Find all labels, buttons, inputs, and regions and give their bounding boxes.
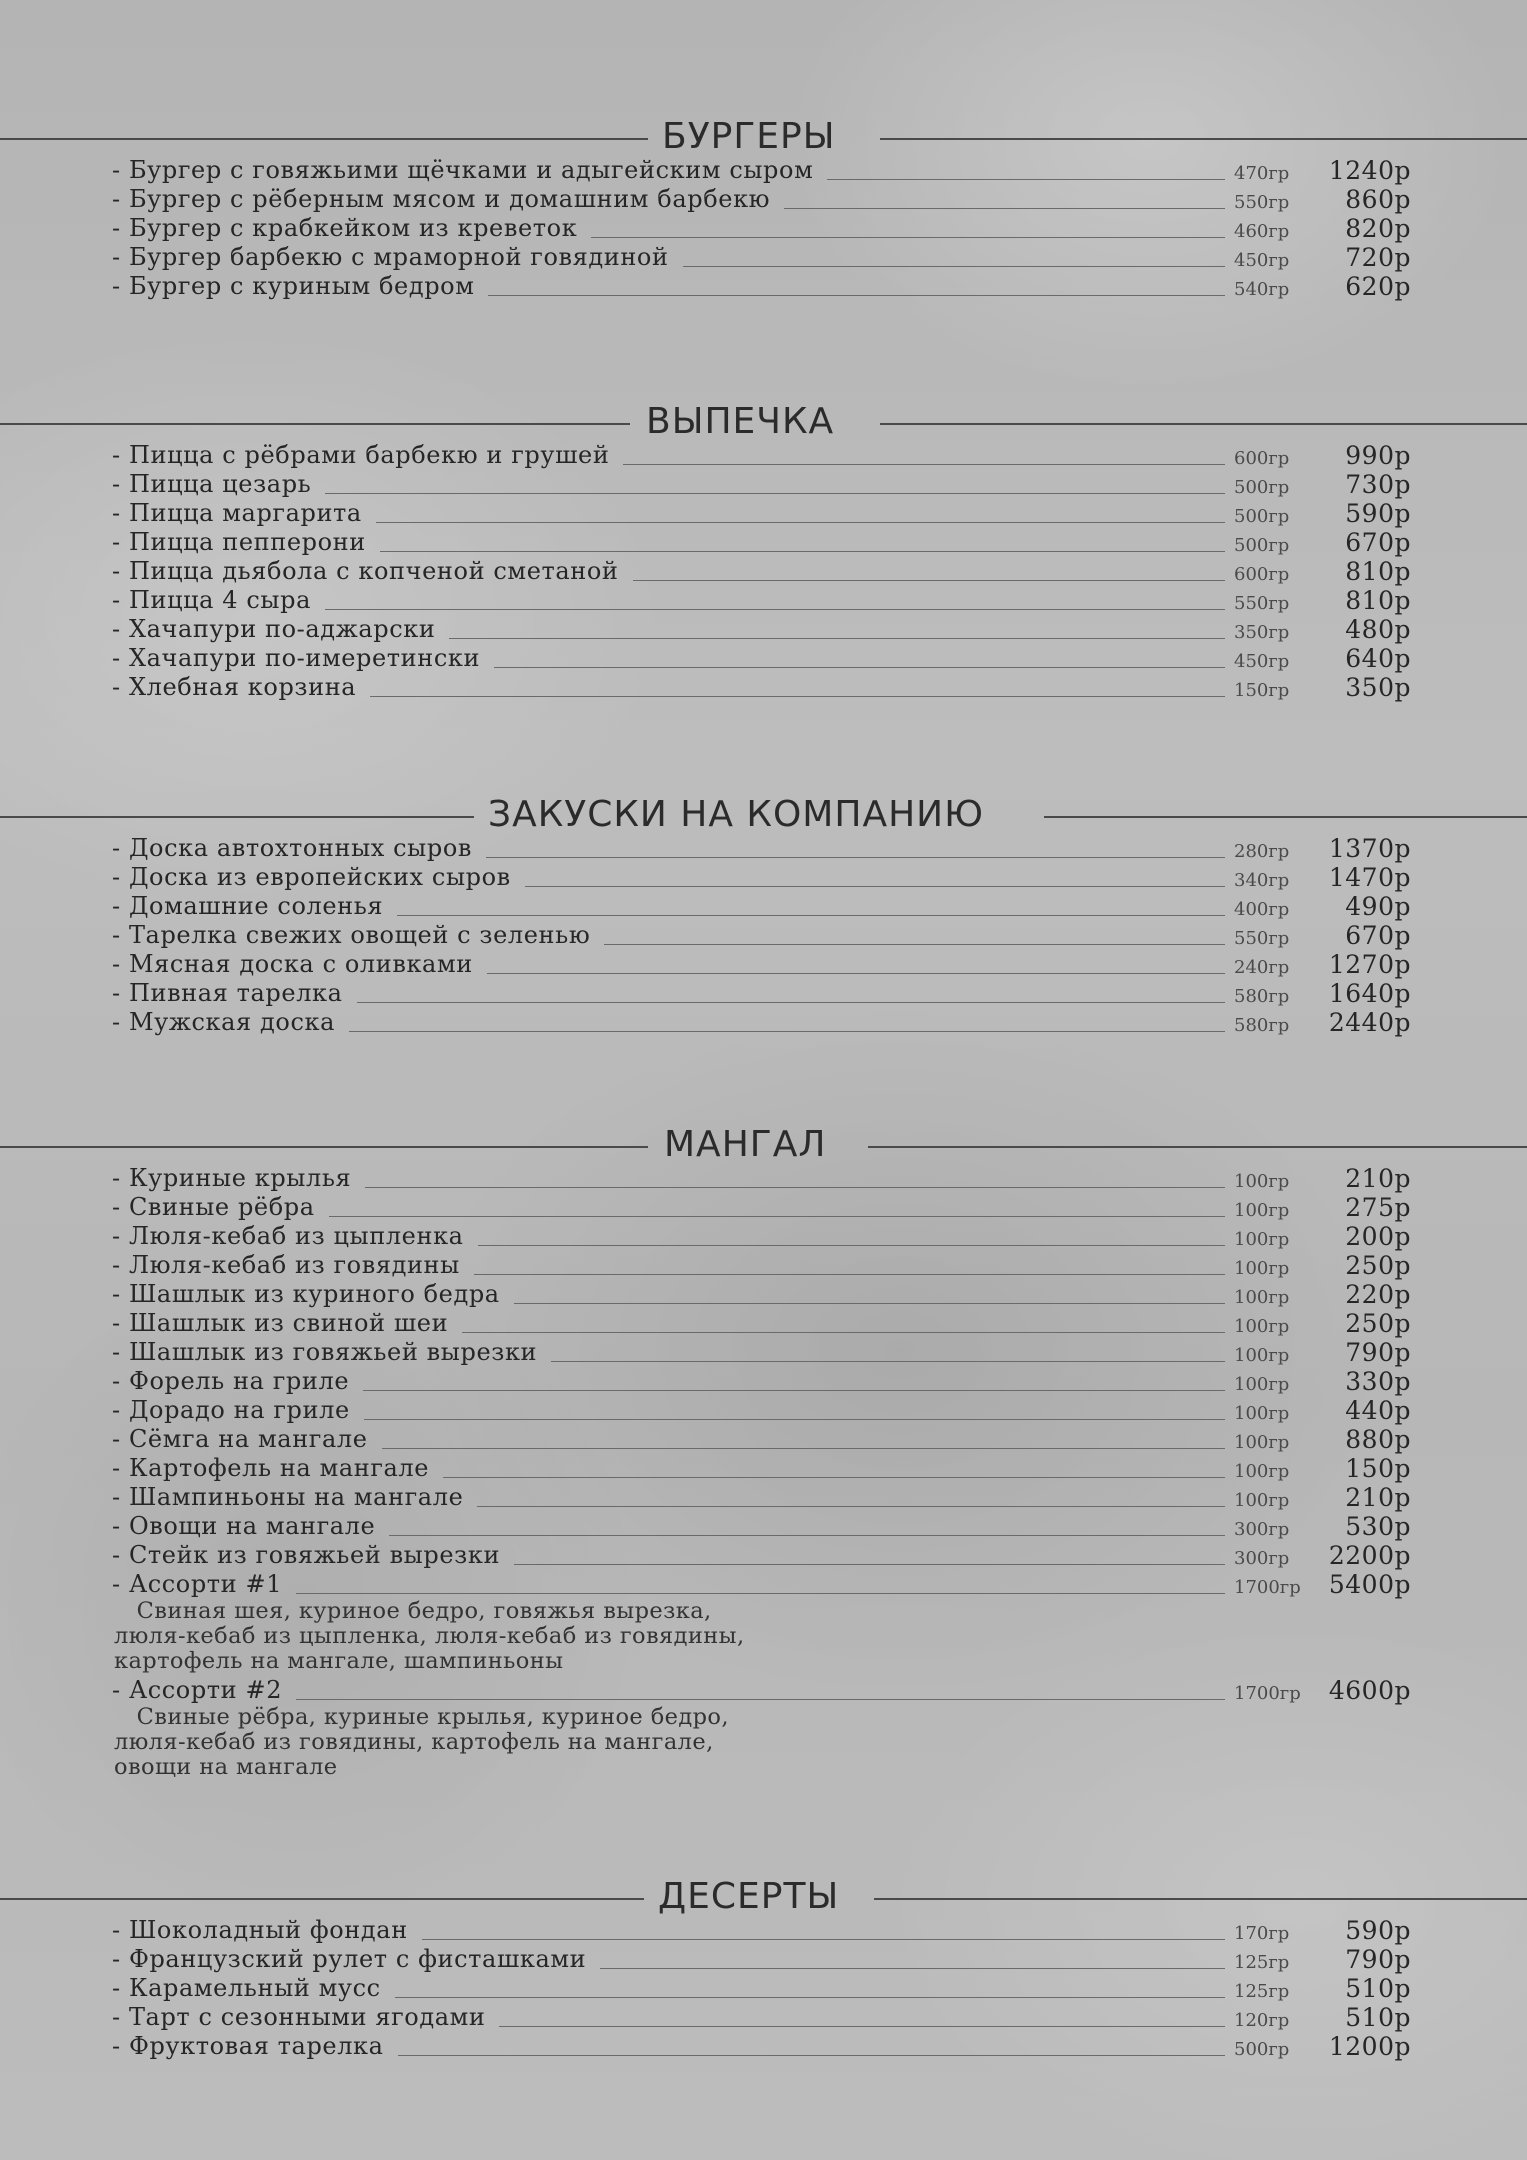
item-weight: 600гр <box>1234 564 1290 585</box>
item-price: 1200р <box>1328 2032 1411 2061</box>
item-weight: 470гр <box>1234 163 1290 184</box>
menu-item <box>0 979 1527 1008</box>
item-price: 670р <box>1345 528 1411 557</box>
dotted-leader <box>487 973 1225 974</box>
header-rule-left <box>0 1898 644 1900</box>
item-price: 5400р <box>1328 1570 1411 1599</box>
header-rule-right <box>1044 816 1527 818</box>
item-price: 210р <box>1345 1483 1411 1512</box>
header-rule-right <box>880 138 1527 140</box>
item-list <box>0 441 1527 702</box>
item-weight: 580гр <box>1234 1015 1290 1036</box>
item-weight: 280гр <box>1234 841 1290 862</box>
item-price: 880р <box>1345 1425 1411 1454</box>
item-price: 2200р <box>1328 1541 1411 1570</box>
item-name: - Пивная тарелка <box>112 979 343 1007</box>
item-name: - Пицца пепперони <box>112 528 366 556</box>
menu-item <box>0 1367 1527 1396</box>
dotted-leader <box>827 179 1225 180</box>
item-weight: 300гр <box>1234 1519 1290 1540</box>
section-title: ДЕСЕРТЫ <box>658 1876 840 1917</box>
item-name: - Шашлык из говяжьей вырезки <box>112 1338 538 1366</box>
dotted-leader <box>389 1535 1225 1536</box>
menu-item <box>0 499 1527 528</box>
item-price: 1470р <box>1328 863 1411 892</box>
item-weight: 350гр <box>1234 622 1290 643</box>
item-weight: 550гр <box>1234 928 1290 949</box>
item-price: 620р <box>1345 272 1411 301</box>
item-price: 790р <box>1345 1338 1411 1367</box>
menu-item <box>0 586 1527 615</box>
menu-item <box>0 1280 1527 1309</box>
item-price: 990р <box>1345 441 1411 470</box>
item-weight: 100гр <box>1234 1432 1290 1453</box>
section-header <box>0 112 1527 162</box>
dotted-leader <box>633 580 1225 581</box>
item-name: - Пицца 4 сыра <box>112 586 311 614</box>
menu-item <box>0 1676 1527 1705</box>
section-title: БУРГЕРЫ <box>662 116 836 157</box>
item-name: - Форель на гриле <box>112 1367 350 1395</box>
section-header <box>0 1872 1527 1922</box>
item-weight: 450гр <box>1234 250 1290 271</box>
item-weight: 300гр <box>1234 1548 1290 1569</box>
item-price: 250р <box>1345 1251 1411 1280</box>
menu-item <box>0 615 1527 644</box>
menu-item <box>0 892 1527 921</box>
item-name: - Шоколадный фондан <box>112 1916 408 1944</box>
menu-item <box>0 214 1527 243</box>
item-price: 810р <box>1345 557 1411 586</box>
item-name: - Тарт с сезонными ягодами <box>112 2003 486 2031</box>
item-price: 510р <box>1345 1974 1411 2003</box>
item-name: - Тарелка свежих овощей с зеленью <box>112 921 591 949</box>
item-name: - Фруктовая тарелка <box>112 2032 384 2060</box>
item-price: 1270р <box>1328 950 1411 979</box>
item-weight: 500гр <box>1234 477 1290 498</box>
menu-item <box>0 1974 1527 2003</box>
menu-item <box>0 1570 1527 1599</box>
menu-item <box>0 528 1527 557</box>
item-price: 250р <box>1345 1309 1411 1338</box>
dotted-leader <box>357 1002 1225 1003</box>
item-name: - Бургер барбекю с мраморной говядиной <box>112 243 669 271</box>
item-price: 790р <box>1345 1945 1411 1974</box>
item-price: 440р <box>1345 1396 1411 1425</box>
item-price: 640р <box>1345 644 1411 673</box>
menu-item <box>0 1251 1527 1280</box>
item-price: 490р <box>1345 892 1411 921</box>
item-weight: 100гр <box>1234 1258 1290 1279</box>
dotted-leader <box>329 1216 1225 1217</box>
item-name: - Бургер с рёберным мясом и домашним барбекю <box>112 185 771 213</box>
dotted-leader <box>325 493 1225 494</box>
menu-section-desserts <box>0 1872 1527 2061</box>
menu-item <box>0 470 1527 499</box>
header-rule-left <box>0 816 474 818</box>
item-price: 820р <box>1345 214 1411 243</box>
item-price: 810р <box>1345 586 1411 615</box>
item-weight: 500гр <box>1234 2039 1290 2060</box>
menu-item <box>0 1309 1527 1338</box>
item-name: - Свиные рёбра <box>112 1193 315 1221</box>
item-name: - Ассорти #2 <box>112 1676 283 1704</box>
menu-item <box>0 1222 1527 1251</box>
dotted-leader <box>397 915 1225 916</box>
menu-item <box>0 1425 1527 1454</box>
item-name: - Дорадо на гриле <box>112 1396 350 1424</box>
menu-item <box>0 673 1527 702</box>
item-weight: 600гр <box>1234 448 1290 469</box>
item-weight: 580гр <box>1234 986 1290 1007</box>
menu-item <box>0 1512 1527 1541</box>
dotted-leader <box>551 1361 1225 1362</box>
item-weight: 100гр <box>1234 1345 1290 1366</box>
item-weight: 100гр <box>1234 1316 1290 1337</box>
menu-item <box>0 1008 1527 1037</box>
menu-item <box>0 1916 1527 1945</box>
item-name: - Доска автохтонных сыров <box>112 834 473 862</box>
dotted-leader <box>514 1303 1225 1304</box>
item-name: - Люля-кебаб из цыпленка <box>112 1222 464 1250</box>
item-weight: 500гр <box>1234 535 1290 556</box>
item-price: 730р <box>1345 470 1411 499</box>
item-name: - Картофель на мангале <box>112 1454 430 1482</box>
dotted-leader <box>591 237 1225 238</box>
item-name: - Бургер с говяжьими щёчками и адыгейским сыром <box>112 156 814 184</box>
item-price: 4600р <box>1328 1676 1411 1705</box>
item-weight: 550гр <box>1234 593 1290 614</box>
menu-item <box>0 2032 1527 2061</box>
menu-section-bakery <box>0 397 1527 702</box>
dotted-leader <box>462 1332 1225 1333</box>
menu-item <box>0 1541 1527 1570</box>
item-name: - Мужская доска <box>112 1008 336 1036</box>
menu-item <box>0 1193 1527 1222</box>
item-price: 1240р <box>1328 156 1411 185</box>
item-weight: 450гр <box>1234 651 1290 672</box>
menu-item <box>0 1945 1527 1974</box>
item-name: - Пицца маргарита <box>112 499 362 527</box>
item-weight: 550гр <box>1234 192 1290 213</box>
menu-item <box>0 1338 1527 1367</box>
item-name: - Хлебная корзина <box>112 673 357 701</box>
dotted-leader <box>449 638 1225 639</box>
dotted-leader <box>499 2026 1225 2027</box>
item-weight: 1700гр <box>1234 1683 1301 1704</box>
menu-item <box>0 1164 1527 1193</box>
section-title: ВЫПЕЧКА <box>646 401 835 442</box>
item-price: 350р <box>1345 673 1411 702</box>
item-price: 220р <box>1345 1280 1411 1309</box>
dotted-leader <box>683 266 1225 267</box>
item-weight: 240гр <box>1234 957 1290 978</box>
item-weight: 125гр <box>1234 1952 1290 1973</box>
item-price: 2440р <box>1328 1008 1411 1037</box>
dotted-leader <box>382 1448 1225 1449</box>
menu-item <box>0 1483 1527 1512</box>
item-name: - Куриные крылья <box>112 1164 352 1192</box>
item-price: 200р <box>1345 1222 1411 1251</box>
item-price: 590р <box>1345 1916 1411 1945</box>
item-price: 860р <box>1345 185 1411 214</box>
item-weight: 170гр <box>1234 1923 1290 1944</box>
item-description: Свиные рёбра, куриные крылья, куриное бедро, люля-кебаб из говядины, картофель на мангале, овощи на мангале <box>114 1704 729 1780</box>
item-name: - Доска из европейских сыров <box>112 863 511 891</box>
item-price: 530р <box>1345 1512 1411 1541</box>
item-name: - Пицца с рёбрами барбекю и грушей <box>112 441 610 469</box>
menu-section-starters <box>0 790 1527 1037</box>
item-weight: 100гр <box>1234 1461 1290 1482</box>
header-rule-left <box>0 1146 648 1148</box>
dotted-leader <box>514 1564 1225 1565</box>
item-name: - Домашние соленья <box>112 892 384 920</box>
dotted-leader <box>398 2055 1225 2056</box>
item-weight: 100гр <box>1234 1287 1290 1308</box>
item-price: 1370р <box>1328 834 1411 863</box>
dotted-leader <box>296 1699 1225 1700</box>
item-price: 150р <box>1345 1454 1411 1483</box>
item-name: - Люля-кебаб из говядины <box>112 1251 460 1279</box>
item-price: 210р <box>1345 1164 1411 1193</box>
dotted-leader <box>363 1390 1225 1391</box>
dotted-leader <box>370 696 1225 697</box>
menu-item <box>0 185 1527 214</box>
item-description: Свиная шея, куриное бедро, говяжья вырезка, люля-кебаб из цыпленка, люля-кебаб из говядины, картофель на мангале, шампиньоны <box>114 1598 745 1674</box>
item-weight: 1700гр <box>1234 1577 1301 1598</box>
item-weight: 100гр <box>1234 1403 1290 1424</box>
dotted-leader <box>478 1245 1225 1246</box>
item-weight: 100гр <box>1234 1171 1290 1192</box>
item-weight: 340гр <box>1234 870 1290 891</box>
item-price: 720р <box>1345 243 1411 272</box>
item-weight: 540гр <box>1234 279 1290 300</box>
header-rule-left <box>0 423 630 425</box>
item-price: 590р <box>1345 499 1411 528</box>
item-name: - Пицца цезарь <box>112 470 312 498</box>
item-list <box>0 1916 1527 2061</box>
item-name: - Шашлык из куриного бедра <box>112 1280 500 1308</box>
item-name: - Бургер с крабкейком из креветок <box>112 214 578 242</box>
item-name: - Сёмга на мангале <box>112 1425 368 1453</box>
section-title: ЗАКУСКИ НА КОМПАНИЮ <box>488 794 984 835</box>
item-weight: 100гр <box>1234 1200 1290 1221</box>
item-price: 1640р <box>1328 979 1411 1008</box>
dotted-leader <box>600 1968 1225 1969</box>
item-name: - Бургер с куриным бедром <box>112 272 475 300</box>
menu-section-grill <box>0 1120 1527 1782</box>
dotted-leader <box>494 667 1225 668</box>
dotted-leader <box>349 1031 1225 1032</box>
menu-item <box>0 1454 1527 1483</box>
item-name: - Карамельный мусс <box>112 1974 381 2002</box>
header-rule-right <box>874 1898 1527 1900</box>
menu-item <box>0 272 1527 301</box>
section-header <box>0 790 1527 840</box>
menu-item <box>0 863 1527 892</box>
header-rule-right <box>880 423 1527 425</box>
item-price: 510р <box>1345 2003 1411 2032</box>
item-price: 480р <box>1345 615 1411 644</box>
menu-item <box>0 557 1527 586</box>
menu-section-burgers <box>0 112 1527 301</box>
header-rule-left <box>0 138 648 140</box>
item-name: - Хачапури по-имеретински <box>112 644 481 672</box>
dotted-leader <box>623 464 1225 465</box>
dotted-leader <box>474 1274 1225 1275</box>
item-weight: 120гр <box>1234 2010 1290 2031</box>
dotted-leader <box>296 1593 1225 1594</box>
menu-item <box>0 950 1527 979</box>
item-weight: 100гр <box>1234 1229 1290 1250</box>
item-price: 670р <box>1345 921 1411 950</box>
item-weight: 150гр <box>1234 680 1290 701</box>
item-name: - Шампиньоны на мангале <box>112 1483 464 1511</box>
dotted-leader <box>525 886 1225 887</box>
dotted-leader <box>422 1939 1225 1940</box>
item-name: - Шашлык из свиной шеи <box>112 1309 449 1337</box>
section-header <box>0 1120 1527 1170</box>
menu-item <box>0 243 1527 272</box>
dotted-leader <box>488 295 1225 296</box>
menu-item <box>0 644 1527 673</box>
menu-item <box>0 921 1527 950</box>
dotted-leader <box>365 1187 1225 1188</box>
item-weight: 400гр <box>1234 899 1290 920</box>
dotted-leader <box>604 944 1225 945</box>
dotted-leader <box>486 857 1225 858</box>
menu-item <box>0 834 1527 863</box>
item-price: 275р <box>1345 1193 1411 1222</box>
dotted-leader <box>364 1419 1225 1420</box>
dotted-leader <box>784 208 1225 209</box>
item-weight: 100гр <box>1234 1374 1290 1395</box>
item-weight: 125гр <box>1234 1981 1290 2002</box>
item-name: - Ассорти #1 <box>112 1570 283 1598</box>
section-title: МАНГАЛ <box>664 1124 827 1165</box>
menu-item <box>0 2003 1527 2032</box>
dotted-leader <box>395 1997 1225 1998</box>
item-price: 330р <box>1345 1367 1411 1396</box>
section-header <box>0 397 1527 447</box>
item-weight: 500гр <box>1234 506 1290 527</box>
item-name: - Пицца дьябола с копченой сметаной <box>112 557 619 585</box>
item-name: - Мясная доска с оливками <box>112 950 473 978</box>
item-name: - Хачапури по-аджарски <box>112 615 436 643</box>
item-name: - Французский рулет с фисташками <box>112 1945 587 1973</box>
item-list <box>0 834 1527 1037</box>
dotted-leader <box>376 522 1225 523</box>
menu-item <box>0 156 1527 185</box>
item-weight: 100гр <box>1234 1490 1290 1511</box>
item-list <box>0 156 1527 301</box>
menu-item <box>0 441 1527 470</box>
dotted-leader <box>380 551 1225 552</box>
dotted-leader <box>325 609 1225 610</box>
dotted-leader <box>443 1477 1225 1478</box>
item-name: - Стейк из говяжьей вырезки <box>112 1541 501 1569</box>
item-weight: 460гр <box>1234 221 1290 242</box>
menu-item <box>0 1396 1527 1425</box>
item-list <box>0 1164 1527 1780</box>
item-name: - Овощи на мангале <box>112 1512 376 1540</box>
dotted-leader <box>477 1506 1225 1507</box>
header-rule-right <box>868 1146 1527 1148</box>
